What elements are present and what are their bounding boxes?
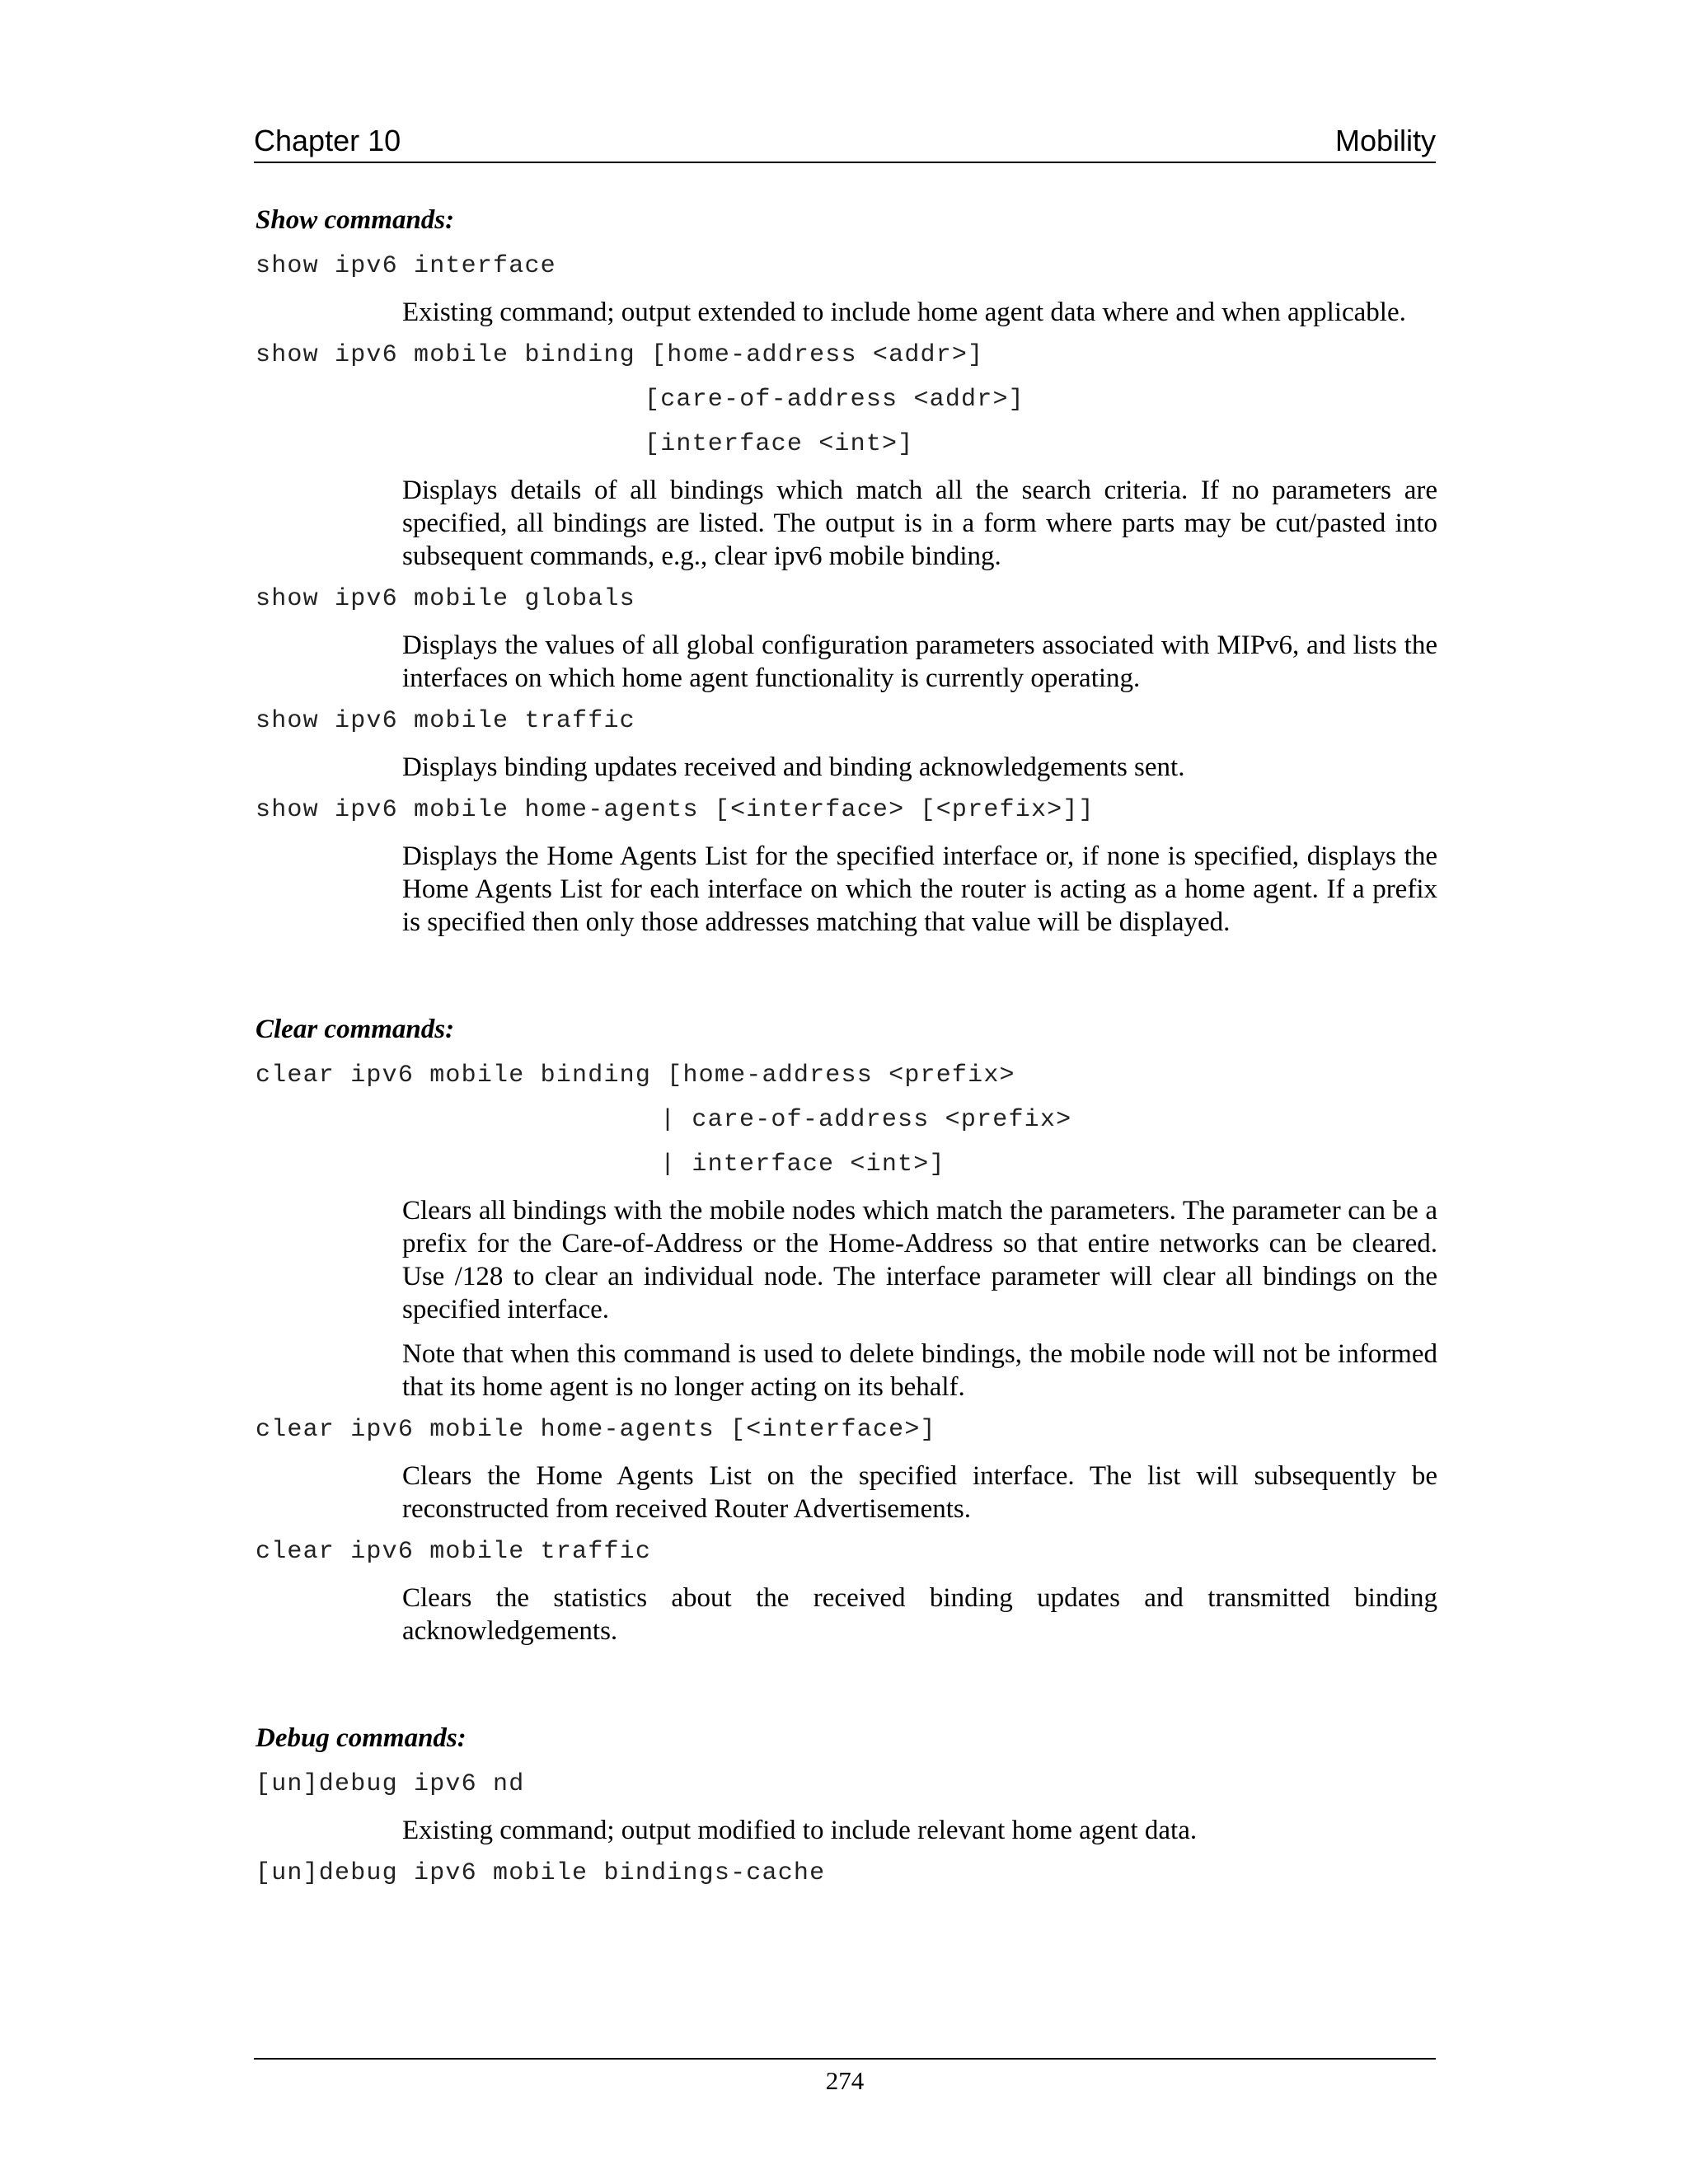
section-label: Mobility <box>1334 124 1436 157</box>
description-debug-ipv6-nd: Existing command; output modified to include relevant home agent data. <box>402 1816 1198 1845</box>
debug-commands-heading: Debug commands: <box>256 1723 467 1753</box>
command-debug-mobile-bindings-cache: [un]debug ipv6 mobile bindings-cache <box>256 1859 826 1887</box>
command-debug-ipv6-nd: [un]debug ipv6 nd <box>256 1770 525 1798</box>
chapter-label: Chapter 10 <box>254 124 401 157</box>
command-continuation: | interface <int>] <box>660 1151 945 1179</box>
description-clear-mobile-binding: Clears all bindings with the mobile nodes which match the parameters. The parameter can be a prefix for the Care-of-Address or the Home-Address so that entire networks can be cleared. Use /128 to clear an individual node. The interface parameter will clear all bindings on the specified interface. <box>402 1196 1437 1324</box>
command-continuation: | care-of-address <prefix> <box>660 1106 1072 1134</box>
description-show-mobile-traffic: Displays binding updates received and binding acknowledgements sent. <box>402 752 1185 782</box>
command-continuation: [care-of-address <addr>] <box>645 386 1025 414</box>
command-show-mobile-traffic: show ipv6 mobile traffic <box>256 707 635 735</box>
command-show-mobile-binding: show ipv6 mobile binding [home-address <addr>] <box>256 341 984 369</box>
description-show-mobile-home-agents: Displays the Home Agents List for the specified interface or, if none is specified, displays the Home Agents List for each interface on which the router is acting as a home agent. If a prefix is specified then only those addresses matching that value will be displayed. <box>402 841 1437 937</box>
section-spacer <box>256 1659 1437 1720</box>
clear-commands-heading: Clear commands: <box>256 1015 455 1044</box>
page-footer <box>254 2058 1436 2096</box>
command-show-mobile-globals: show ipv6 mobile globals <box>256 585 635 613</box>
command-continuation: [interface <int>] <box>645 430 914 458</box>
page-header <box>254 119 1436 163</box>
description-show-mobile-binding: Displays details of all bindings which match all the search criteria. If no parameters are specified, all bindings are listed. The output is in a form where parts may be cut/pasted into subsequent commands, e.g., clear ipv6 mobile binding. <box>402 476 1437 571</box>
description-clear-mobile-traffic: Clears the statistics about the received binding updates and transmitted binding acknowledgements. <box>402 1583 1437 1646</box>
command-clear-mobile-home-agents: clear ipv6 mobile home-agents [<interface>] <box>256 1416 936 1444</box>
command-show-mobile-home-agents: show ipv6 mobile home-agents [<interface> [<prefix>]] <box>256 796 1095 824</box>
page-number: 274 <box>825 2066 865 2095</box>
command-clear-mobile-binding: clear ipv6 mobile binding [home-address <prefix> <box>256 1062 1015 1090</box>
command-show-ipv6-interface: show ipv6 interface <box>256 252 556 280</box>
section-spacer <box>256 950 1437 1011</box>
description-show-mobile-globals: Displays the values of all global configuration parameters associated with MIPv6, and lists the interfaces on which home agent functionality is currently operating. <box>402 630 1437 693</box>
description-clear-mobile-binding-note: Note that when this command is used to delete bindings, the mobile node will not be informed that its home agent is no longer acting on its behalf. <box>402 1339 1437 1402</box>
show-commands-heading: Show commands: <box>256 205 455 235</box>
page-content <box>256 202 1437 1903</box>
description-clear-mobile-home-agents: Clears the Home Agents List on the specified interface. The list will subsequently be reconstructed from received Router Advertisements. <box>402 1461 1437 1524</box>
command-clear-mobile-traffic: clear ipv6 mobile traffic <box>256 1538 652 1566</box>
description-show-ipv6-interface: Existing command; output extended to include home agent data where and when applicable. <box>402 298 1406 327</box>
